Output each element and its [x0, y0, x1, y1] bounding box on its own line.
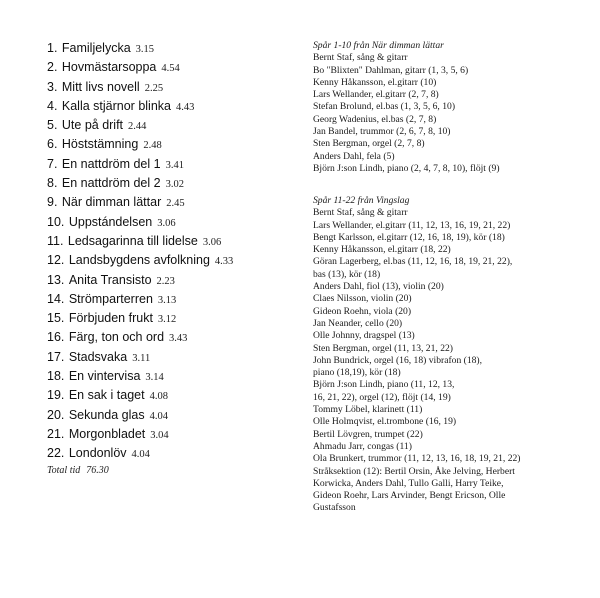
track-duration: 4.33 [214, 256, 234, 268]
track-item [47, 96, 233, 115]
track-duration: 2.48 [143, 140, 162, 152]
credit-line: Bengt Karlsson, el.gitarr (12, 16, 18, 19), kör (18) [313, 231, 505, 243]
credit-line: Sten Bergman, orgel (11, 13, 21, 22) [313, 342, 453, 354]
track-number: 7. [47, 156, 58, 171]
credit-line: 16, 21, 22), orgel (12), flöjt (14, 19) [313, 391, 451, 403]
track-duration: 3.12 [157, 314, 177, 326]
track-title: Familjelycka [61, 41, 131, 55]
credit-line: Kenny Håkansson, el.gitarr (10) [313, 76, 437, 88]
track-duration: 2.25 [144, 82, 164, 94]
track-title: Mitt livs novell [61, 79, 140, 94]
track-duration: 3.41 [165, 159, 184, 171]
credit-line: Björn J:son Lindh, piano (11, 12, 13, [313, 379, 455, 391]
track-item [47, 115, 233, 134]
credit-line: Tommy Löbel, klarinett (11) [313, 404, 423, 416]
track-duration: 3.04 [150, 429, 169, 441]
credit-line: Jan Bandel, trummor (2, 6, 7, 8, 10) [313, 126, 451, 138]
credits-section-1 [313, 40, 595, 175]
credit-line: Jan Neander, cello (20) [313, 317, 403, 329]
track-item [47, 134, 233, 153]
credit-line: Björn J:son Lindh, piano (2, 4, 7, 8, 10), flöjt (9) [313, 162, 500, 174]
track-duration: 3.15 [135, 44, 155, 55]
track-number: 10. [47, 214, 65, 229]
credit-line: Kenny Håkansson, el.gitarr (18, 22) [313, 244, 451, 256]
track-title: Ledsagarinna till lidelse [67, 233, 198, 248]
track-item [47, 173, 233, 192]
track-title: En nattdröm del 1 [61, 156, 161, 171]
track-duration: 2.44 [128, 121, 147, 133]
credit-line: Bernt Staf, sång & gitarr [313, 207, 408, 219]
credit-line: Bernt Staf, sång & gitarr [313, 52, 408, 64]
track-duration: 3.02 [165, 179, 184, 191]
track-number: 3. [47, 79, 58, 94]
track-title: Uppstándelsen [68, 214, 153, 229]
track-number: 2. [47, 60, 58, 75]
credits-lines [313, 207, 595, 514]
track-duration: 4.04 [149, 410, 168, 422]
track-number: 12. [47, 253, 65, 268]
credits-heading: Spår 1-10 från När dimman lättar [313, 40, 444, 51]
track-title: När dimman lättar [61, 195, 162, 210]
credit-line: Olle Johnny, dragspel (13) [313, 330, 415, 342]
track-item [47, 154, 233, 173]
track-title: Hovmästarsoppa [61, 60, 157, 75]
track-title: Förbjuden frukt [68, 311, 153, 326]
credit-line: Göran Lagerberg, el.bas (11, 12, 16, 18, 19, 21, 22), [313, 256, 513, 268]
track-number: 19. [47, 388, 65, 403]
track-number: 6. [47, 137, 58, 152]
track-number: 13. [47, 272, 65, 287]
track-title: Sekunda glas [68, 407, 145, 422]
total-time [47, 465, 109, 476]
track-number: 8. [47, 176, 58, 191]
track-item [47, 231, 233, 250]
credits-heading: Spår 11-22 från Vingslag [313, 195, 410, 206]
track-title: Strömparterren [68, 291, 153, 306]
track-item [47, 385, 233, 404]
track-title: Landsbygdens avfolkning [68, 253, 210, 268]
track-number: 20. [47, 407, 65, 422]
track-list [47, 38, 233, 463]
track-duration: 3.43 [169, 333, 188, 345]
track-number: 16. [47, 330, 65, 345]
credit-line: Lars Wellander, el.gitarr (11, 12, 13, 16, 19, 21, 22) [313, 219, 511, 231]
track-title: Londonlöv [68, 446, 127, 461]
track-title: En vintervisa [68, 369, 141, 384]
track-item [47, 77, 233, 96]
track-number: 4. [47, 98, 58, 113]
track-item [47, 424, 233, 443]
track-duration: 4.08 [149, 391, 168, 403]
credit-line: Olle Holmqvist, el.trombone (16, 19) [313, 416, 457, 428]
credit-line: Bertil Lövgren, trumpet (22) [313, 428, 423, 440]
track-title: Stadsvaka [68, 349, 128, 364]
track-item [47, 366, 233, 385]
track-item [47, 443, 233, 462]
track-duration: 4.43 [175, 101, 195, 113]
track-duration: 4.54 [161, 63, 180, 75]
track-number: 17. [47, 349, 65, 364]
credits-lines [313, 52, 595, 175]
credits-section-2 [313, 195, 595, 515]
track-item [47, 347, 233, 366]
track-title: En sak i taget [68, 388, 145, 403]
track-item [47, 250, 233, 269]
track-item [47, 270, 233, 289]
track-duration: 2.23 [156, 275, 175, 287]
credit-line: Claes Nilsson, violin (20) [313, 293, 412, 305]
credit-line: Lars Wellander, el.gitarr (2, 7, 8) [313, 89, 439, 101]
track-number: 11. [47, 233, 64, 248]
credit-line: Bo "Blixten" Dahlman, gitarr (1, 3, 5, 6) [313, 64, 469, 76]
track-number: 21. [47, 426, 65, 441]
credit-line: Stefan Brolund, el.bas (1, 3, 5, 6, 10) [313, 101, 456, 113]
track-duration: 3.14 [145, 372, 164, 384]
track-number: 1. [47, 41, 58, 55]
track-number: 22. [47, 446, 65, 461]
track-item [47, 212, 233, 231]
credit-line: piano (18,19), kör (18) [313, 367, 401, 379]
track-item [47, 192, 233, 211]
credit-line: Gustafsson [313, 502, 356, 514]
track-item [47, 38, 233, 57]
track-title: Morgonbladet [68, 426, 146, 441]
credit-line: Korwicka, Anders Dahl, Tullo Galli, Harry Teike, [313, 477, 504, 489]
track-number: 5. [47, 118, 58, 133]
track-item [47, 327, 233, 346]
track-duration: 3.13 [157, 294, 177, 306]
track-title: Höststämning [61, 137, 139, 152]
track-number: 14. [47, 291, 65, 306]
credit-line: Ola Brunkert, trummor (11, 12, 13, 16, 18, 19, 21, 22) [313, 453, 521, 465]
track-item [47, 289, 233, 308]
credit-line: Stråksektion (12): Bertil Orsin, Åke Jelving, Herbert [313, 465, 515, 477]
credit-line: Anders Dahl, fela (5) [313, 150, 395, 162]
track-duration: 3.06 [202, 236, 222, 248]
track-item [47, 57, 233, 76]
total-time-label: Total tid [47, 465, 81, 476]
track-title: Kalla stjärnor blinka [61, 98, 171, 113]
track-item [47, 308, 233, 327]
credit-line: Sten Bergman, orgel (2, 7, 8) [313, 138, 425, 150]
track-duration: 3.11 [132, 352, 151, 364]
track-duration: 4.04 [131, 449, 150, 461]
track-title: Anita Transisto [68, 272, 152, 287]
track-title: Ute på drift [61, 118, 124, 133]
track-duration: 3.06 [157, 217, 176, 229]
total-time-value: 76.30 [86, 465, 109, 476]
track-number: 15. [47, 311, 65, 326]
track-item [47, 405, 233, 424]
track-title: En nattdröm del 2 [61, 176, 161, 191]
credit-line: Gideon Roehr, Lars Arvinder, Bengt Ericson, Olle [313, 490, 506, 502]
track-title: Färg, ton och ord [68, 330, 165, 345]
track-duration: 2.45 [166, 198, 185, 210]
credit-line: Ahmadu Jarr, congas (11) [313, 440, 412, 452]
credit-line: John Bundrick, orgel (16, 18) vibrafon (18), [313, 354, 483, 366]
credit-line: Georg Wadenius, el.bas (2, 7, 8) [313, 113, 437, 125]
credit-line: Gideon Roehn, viola (20) [313, 305, 412, 317]
credit-line: bas (13), kör (18) [313, 268, 381, 280]
track-number: 18. [47, 369, 65, 384]
track-number: 9. [47, 195, 58, 210]
credit-line: Anders Dahl, fiol (13), violin (20) [313, 281, 444, 293]
